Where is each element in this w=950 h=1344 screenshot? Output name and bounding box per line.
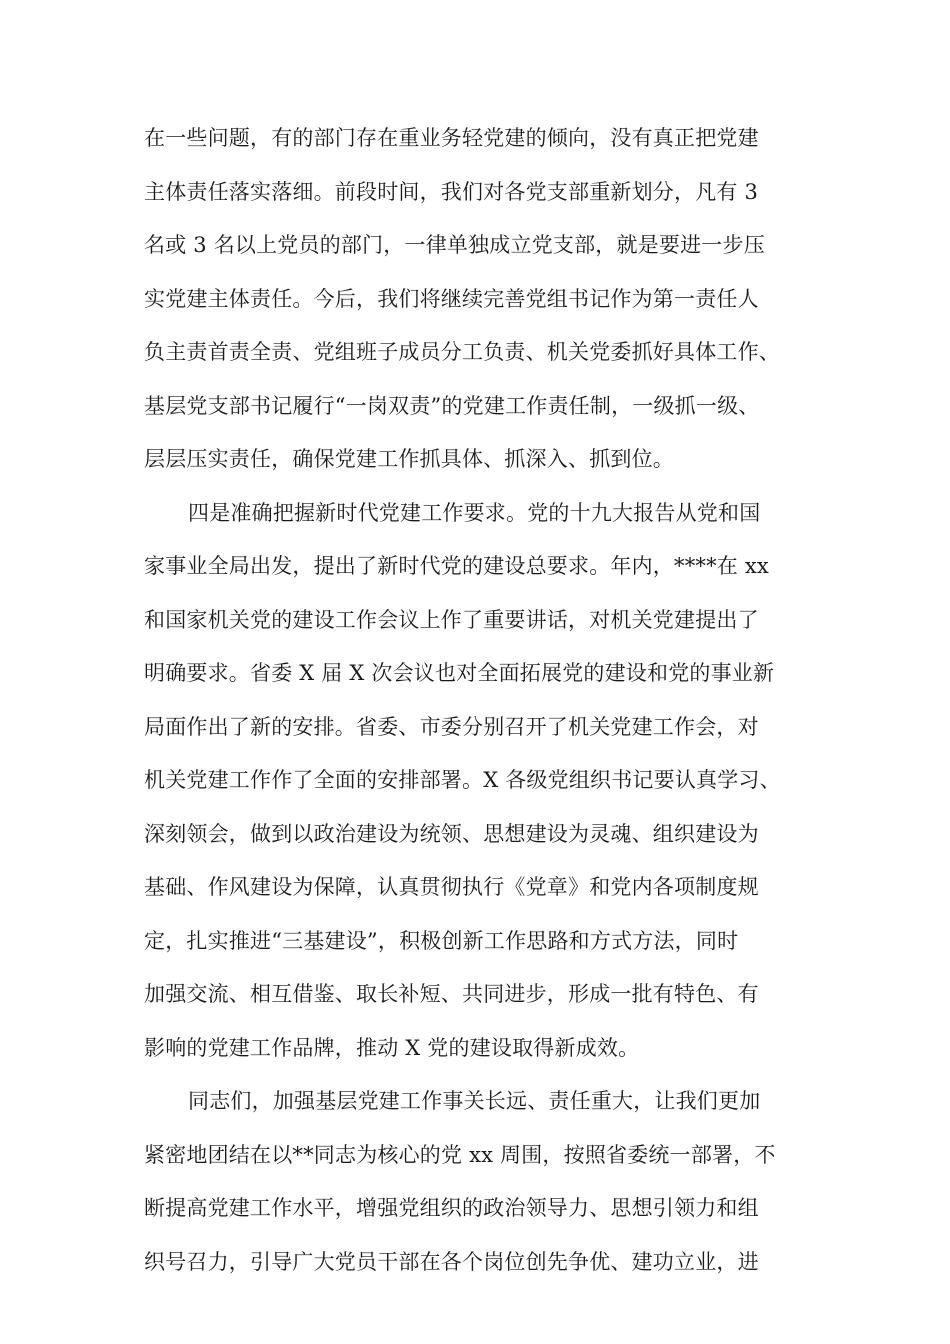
text-line: 局面作出了新的安排。省委、市委分别召开了机关党建工作会，对 [144,715,759,739]
text-line: 在一些问题，有的部门存在重业务轻党建的倾向，没有真正把党建 [144,126,759,150]
text-line: 基层党支部书记履行“一岗双责”的党建工作责任制，一级抓一级、 [144,394,760,418]
text-line: 机关党建工作作了全面的安排部署。X 各级党组织书记要认真学习、 [144,768,781,792]
text-line: 织号召力，引导广大党员干部在各个岗位创先争优、建功立业，进 [144,1250,759,1274]
text-line: 影响的党建工作品牌，推动 X 党的建设取得新成效。 [144,1036,640,1060]
text-line: 加强交流、相互借鉴、取长补短、共同进步，形成一批有特色、有 [144,982,759,1006]
text-line: 基础、作风建设为保障，认真贯彻执行《党章》和党内各项制度规 [144,875,759,899]
text-line: 和国家机关党的建设工作会议上作了重要讲话，对机关党建提出了 [144,608,759,632]
text-line: 名或 3 名以上党员的部门，一律单独成立党支部，就是要进一步压 [144,233,765,257]
text-line: 负主责首责全责、党组班子成员分工负责、机关党委抓好具体工作、 [144,340,780,364]
text-line: 深刻领会，做到以政治建设为统领、思想建设为灵魂、组织建设为 [144,822,759,846]
text-line: 明确要求。省委 X 届 X 次会议也对全面拓展党的建设和党的事业新 [144,661,775,685]
text-line: 实党建主体责任。今后，我们将继续完善党组书记作为第一责任人 [144,287,759,311]
text-line: 紧密地团结在以**同志为核心的党 xx 周围，按照省委统一部署，不 [144,1143,776,1167]
text-line: 定，扎实推进“三基建设”，积极创新工作思路和方式方法，同时 [144,929,739,953]
paragraph-start-line: 四是准确把握新时代党建工作要求。党的十九大报告从党和国 [188,501,761,525]
text-line: 层层压实责任，确保党建工作抓具体、抓深入、抓到位。 [144,447,674,471]
text-line: 断提高党建工作水平，增强党组织的政治领导力、思想引领力和组 [144,1196,759,1220]
paragraph-start-line: 同志们，加强基层党建工作事关长远、责任重大，让我们更加 [188,1089,761,1113]
text-line: 主体责任落实落细。前段时间，我们对各党支部重新划分，凡有 3 [144,180,759,204]
text-line: 家事业全局出发，提出了新时代党的建设总要求。年内，****在 xx [144,554,769,578]
